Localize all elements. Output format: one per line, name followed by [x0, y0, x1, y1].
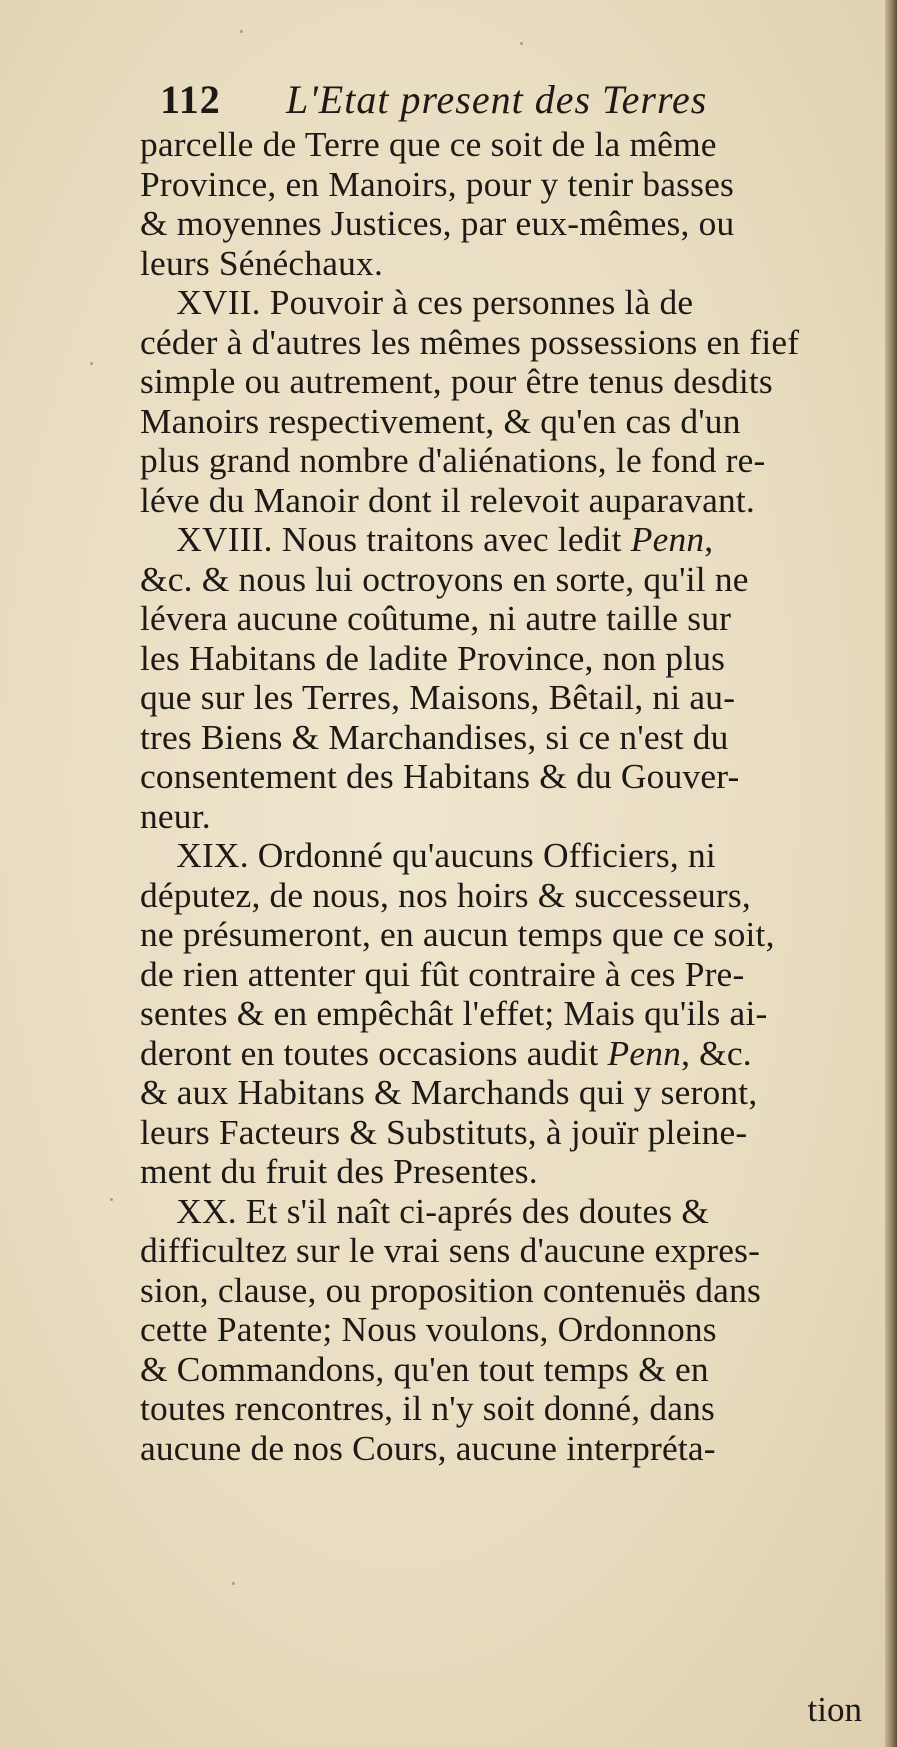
text-line: les Habitans de ladite Province, non plus	[140, 637, 726, 678]
text-line: de rien attenter qui fût contraire à ces Pre-	[140, 953, 745, 994]
page-number: 112	[160, 77, 221, 122]
text-line: leurs Facteurs & Substituts, à jouïr pleine-	[140, 1111, 748, 1152]
text-line: Manoirs respectivement, & qu'en cas d'un	[140, 400, 741, 441]
text-line: que sur les Terres, Maisons, Bêtail, ni au-	[140, 677, 736, 717]
text-line: cette Patente; Nous voulons, Ordonnons	[140, 1309, 717, 1349]
text-line: difficultez sur le vrai sens d'aucune expres-	[140, 1230, 761, 1270]
running-title: L'Etat present des Terres	[286, 77, 708, 122]
text-line: sentes & en empêchât l'effet; Mais qu'ils ai-	[140, 993, 768, 1033]
catchword: tion	[807, 1690, 862, 1729]
text-line: léve du Manoir dont il relevoit auparavant.	[140, 479, 755, 520]
text-line: toutes rencontres, il n'y soit donné, dans	[140, 1388, 716, 1428]
text-line: & moyennes Justices, par eux-mêmes, ou	[140, 203, 735, 243]
text-line: neur.	[140, 795, 211, 836]
text-line: tres Biens & Marchandises, si ce n'est du	[140, 716, 729, 757]
text-line: consentement des Habitans & du Gouver-	[140, 756, 740, 796]
text-line: céder à d'autres les mêmes possessions en fief	[140, 321, 800, 362]
text-line: députez, de nous, nos hoirs & successeurs,	[140, 874, 751, 915]
text-line: deront en toutes occasions audit Penn, &c.	[140, 1032, 752, 1073]
paper-speck	[240, 30, 243, 33]
body-text	[140, 125, 882, 1468]
text-line: aucune de nos Cours, aucune interpréta-	[140, 1427, 716, 1468]
text-line: leurs Sénéchaux.	[140, 242, 383, 283]
paper-speck	[520, 42, 523, 45]
paper-speck	[90, 362, 93, 365]
text-line: XIX. Ordonné qu'aucuns Officiers, ni	[140, 835, 716, 875]
text-line: & Commandons, qu'en tout temps & en	[140, 1348, 709, 1389]
text-line: sion, clause, ou proposition contenuës dans	[140, 1269, 761, 1310]
text-line: ment du fruit des Presentes.	[140, 1151, 538, 1191]
text-line: & aux Habitans & Marchands qui y seront,	[140, 1072, 758, 1112]
text-line: XVII. Pouvoir à ces personnes là de	[140, 282, 694, 322]
text-line: Province, en Manoirs, pour y tenir basses	[140, 163, 734, 204]
text-line: simple ou autrement, pour être tenus desdits	[140, 361, 773, 401]
text-line: &c. & nous lui octroyons en sorte, qu'il ne	[140, 558, 749, 599]
page-edge	[885, 0, 897, 1747]
text-line: parcelle de Terre que ce soit de la même	[140, 124, 717, 164]
running-head	[160, 70, 840, 130]
text-line: XVIII. Nous traitons avec ledit Penn,	[140, 519, 714, 559]
paper-speck	[110, 1198, 113, 1201]
paper-speck	[232, 1582, 235, 1585]
text-line: ne présumeront, en aucun temps que ce soit,	[140, 914, 775, 954]
text-line: XX. Et s'il naît ci-aprés des doutes &	[140, 1190, 710, 1231]
text-line: plus grand nombre d'aliénations, le fond re-	[140, 440, 766, 480]
text-line: lévera aucune coûtume, ni autre taille sur	[140, 598, 732, 638]
